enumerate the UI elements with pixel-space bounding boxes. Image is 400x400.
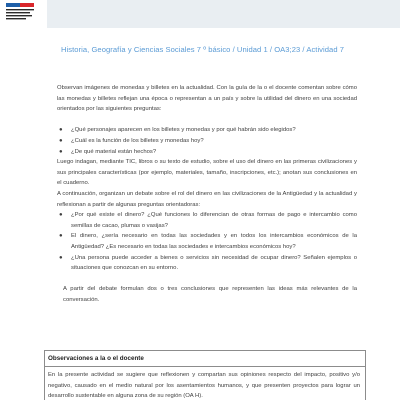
list-item bbox=[57, 136, 357, 147]
question-text: ¿Una persona puede acceder a bienes o servicios sin necesidad de ocupar dinero? Señalen ejemplos o situaciones que conozcan en su entorno. bbox=[71, 254, 357, 272]
ministry-logo-icon bbox=[6, 3, 42, 26]
question-list-1 bbox=[57, 125, 357, 157]
list-item bbox=[57, 231, 357, 252]
bullet-icon: ● bbox=[59, 127, 63, 134]
question-text: El dinero, ¿sería necesario en todas las sociedades y en todos los intercambios económicos de la Antigüedad? ¿Es necesario en todas las sociedades e intercambios económicos hoy? bbox=[71, 233, 357, 250]
bullet-icon: ● bbox=[59, 148, 63, 155]
intro-paragraph: Observan imágenes de monedas y billetes en la actualidad. Con la guía de la o el docente comentan sobre cómo las monedas y billetes reflejan una época o representan a un país y sobre la utilidad del dinero en una sociedad orientados por las siguientes preguntas: bbox=[57, 85, 357, 113]
debate-paragraph: A continuación, organizan un debate sobre el rol del dinero en las civilizaciones de la Antigüedad y la actualidad y reflexionan a partir de algunas preguntas orientadoras: bbox=[57, 190, 357, 208]
bullet-icon: ● bbox=[59, 137, 63, 144]
divider bbox=[45, 366, 365, 367]
list-item bbox=[57, 210, 357, 231]
observations-text: En la presente actividad se sugiere que reflexionen y compartan sus opiniones respecto del impacto, positivo y/o negativo, causado en el medio natural por los asentamientos humanos, y que presenten proyectos para lograr un desarrollo sustentable en alguna zona de su región (OA H). bbox=[48, 372, 360, 400]
teacher-observations-box bbox=[44, 350, 366, 400]
question-list-2 bbox=[57, 210, 357, 274]
question-text: ¿Qué personajes aparecen en los billetes y monedas y por qué habrán sido elegidos? bbox=[71, 127, 296, 134]
question-text: ¿Por qué existe el dinero? ¿Qué funciones lo diferencian de otras formas de pago e intercambio como semillas de cacao, plumas o vasijas? bbox=[71, 212, 357, 229]
bullet-icon: ● bbox=[59, 254, 63, 261]
conclusion-paragraph: A partir del debate formulan dos o tres conclusiones que representen las ideas más relevantes de la conversación. bbox=[63, 286, 357, 303]
spacer bbox=[57, 115, 357, 126]
breadcrumb: Historia, Geografía y Ciencias Sociales 7 º básico / Unidad 1 / OA3;23 / Actividad 7 bbox=[61, 45, 345, 54]
list-item bbox=[57, 125, 357, 136]
header-band bbox=[47, 0, 400, 28]
list-item bbox=[57, 147, 357, 158]
observations-title: Observaciones a la o el docente bbox=[48, 355, 144, 362]
question-text: ¿De qué material están hechos? bbox=[71, 148, 157, 155]
bullet-icon: ● bbox=[59, 233, 63, 240]
question-text: ¿Cuál es la función de los billetes y monedas hoy? bbox=[71, 137, 204, 144]
activity-content bbox=[57, 83, 357, 305]
bullet-icon: ● bbox=[59, 212, 63, 219]
list-item bbox=[57, 253, 357, 274]
spacer bbox=[57, 274, 357, 285]
research-paragraph: Luego indagan, mediante TIC, libros o su texto de estudio, sobre el uso del dinero en las primeras civilizaciones y sus principales características (por ejemplo, materiales, tamaño, inscripciones, etc.); anotan sus conclusiones en el cuaderno. bbox=[57, 159, 357, 187]
